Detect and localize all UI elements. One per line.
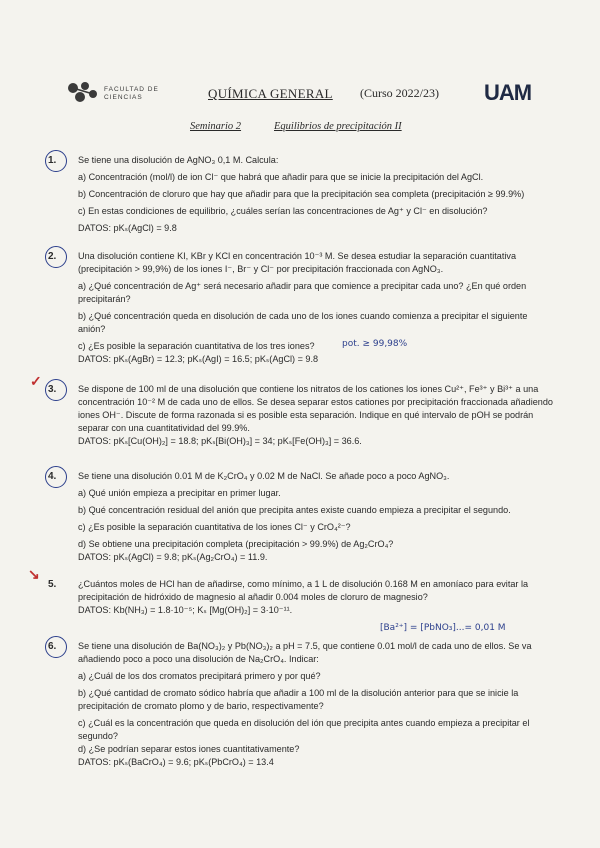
problem-item: b) ¿Qué concentración queda en disolución de cada uno de los iones cuando comienza a precipitar el siguiente anión? — [78, 311, 528, 334]
problem-1 — [50, 154, 554, 235]
problem-data: DATOS: pKₛ(AgBr) = 12.3; pKₛ(AgI) = 16.5; pKₛ(AgCl) = 9.8 — [78, 354, 319, 364]
seminar-topic: Equilibrios de precipitación II — [274, 121, 402, 132]
problem-data: DATOS: pKₛ(BaCrO₄) = 9.6; pKₛ(PbCrO₄) = 13.4 — [78, 757, 274, 767]
problem-item: a) ¿Cuál de los dos cromatos precipitará primero y por qué? — [78, 671, 321, 681]
problem-number: 3. — [48, 384, 57, 395]
problem-number: 6. — [48, 641, 57, 652]
faculty-logo — [66, 80, 166, 106]
problem-6 — [48, 623, 554, 769]
problem-item: a) ¿Qué concentración de Ag⁺ será necesario añadir para que comience a precipitar cada uno? ¿En qué orden precipitarán? — [78, 281, 527, 304]
problem-2 — [50, 250, 554, 366]
seminar-label: Seminario 2 — [190, 121, 242, 132]
problem-item: b) Qué concentración residual del anión que precipita antes existe cuando empieza a precipitar el segundo. — [78, 505, 511, 515]
problem-data: DATOS: pKₛ[Cu(OH)₂] = 18.8; pKₛ[Bi(OH)₃] = 34; pKₛ[Fe(OH)₃] = 36.6. — [78, 436, 362, 446]
problem-statement: Se tiene una disolución de AgNO₃ 0,1 M. Calcula: — [78, 155, 279, 165]
problem-item: d) ¿Se podrían separar estos iones cuantitativamente? — [78, 744, 300, 754]
problem-item: b) ¿Qué cantidad de cromato sódico habría que añadir a 100 ml de la disolución anterior para que se inicie la precipitación de cromato plomo y de bario, respectivamente? — [78, 688, 519, 711]
page-title: QUÍMICA GENERAL — [208, 86, 333, 101]
problem-statement: Una disolución contiene KI, KBr y KCl en concentración 10⁻³ M. Se desea estudiar la separación cuantitativa (precipitación > 99,9%) de los iones I⁻, Br⁻ y Cl⁻ por precipitación fraccionada con AgNO₃. — [78, 251, 517, 274]
problem-data: DATOS: pKₛ(AgCl) = 9.8 — [78, 223, 177, 233]
problem-item: c) En estas condiciones de equilibrio, ¿cuáles serían las concentraciones de Ag⁺ y Cl⁻ en disolución? — [78, 206, 488, 216]
handwritten-note: pot. ≥ 99,98% — [342, 339, 408, 349]
check-mark-icon: ✓ — [30, 373, 42, 389]
problem-5 — [28, 566, 554, 617]
handwritten-note: [Ba²⁺] = [PbNO₃]...= 0,01 M — [380, 623, 506, 633]
problem-item: c) ¿Es posible la separación cuantitativa de los iones Cl⁻ y CrO₄²⁻? — [78, 522, 351, 532]
course-year: (Curso 2022/23) — [360, 86, 439, 100]
arrow-mark-icon: ↘ — [28, 566, 40, 582]
problem-statement: Se dispone de 100 ml de una disolución que contiene los nitratos de los cationes los iones Cu²⁺, Fe³⁺ y Bi³⁺ a una concentración 10⁻² M de cada uno de ellos. Se desea separar estos cationes por precipitación fraccionada añadiendo iones OH⁻. Discute de forma razonada si es posible esta separación. Indique en qué intervalo de pOH se podrán separar con una cuantitatividad del 99.9%. — [78, 384, 553, 433]
problem-item: c) ¿Es posible la separación cuantitativa de los tres iones? — [78, 341, 315, 351]
problem-data: DATOS: Kb(NH₃) = 1.8·10⁻⁵; Kₛ [Mg(OH)₂] = 3·10⁻¹¹. — [78, 605, 293, 615]
problem-number: 4. — [48, 471, 57, 482]
problem-4 — [50, 470, 554, 564]
problem-item: a) Concentración (mol/l) de ion Cl⁻ que habrá que añadir para que se inicie la precipitación del AgCl. — [78, 172, 484, 182]
molecule-icon — [66, 80, 100, 104]
problem-number: 2. — [48, 251, 57, 262]
problem-statement: ¿Cuántos moles de HCl han de añadirse, como mínimo, a 1 L de disolución 0.168 M en amoníaco para evitar la precipitación de hidróxido de magnesio al añadir 0.004 moles de cloruro de magnesio? — [78, 579, 529, 602]
problem-item: d) Se obtiene una precipitación completa (precipitación > 99.9%) de Ag₂CrO₄? — [78, 539, 394, 549]
problem-statement: Se tiene una disolución de Ba(NO₃)₂ y Pb(NO₃)₂ a pH = 7.5, que contiene 0.01 mol/l de cada uno de ellos. Se va añadiendo poco a poco una disolución de Na₂CrO₄. Indicar: — [78, 641, 532, 664]
faculty-logo-text: FACULTAD DE CIENCIAS — [104, 86, 159, 101]
problem-item: b) Concentración de cloruro que hay que añadir para que la precipitación sea completa (precipitación ≥ 99.9%) — [78, 189, 525, 199]
problem-item: c) ¿Cuál es la concentración que queda en disolución del ión que precipita antes cuando empieza a precipitar el segundo? — [78, 718, 530, 741]
problem-3 — [30, 373, 554, 448]
uam-logo: UAM — [484, 80, 532, 105]
problem-number: 5. — [48, 579, 57, 590]
problem-item: a) Qué unión empieza a precipitar en primer lugar. — [78, 488, 281, 498]
problem-statement: Se tiene una disolución 0.01 M de K₂CrO₄ y 0.02 M de NaCl. Se añade poco a poco AgNO₃. — [78, 471, 450, 481]
problem-number: 1. — [48, 155, 57, 166]
problem-data: DATOS: pKₛ(AgCl) = 9.8; pKₛ(Ag₂CrO₄) = 11.9. — [78, 552, 268, 562]
